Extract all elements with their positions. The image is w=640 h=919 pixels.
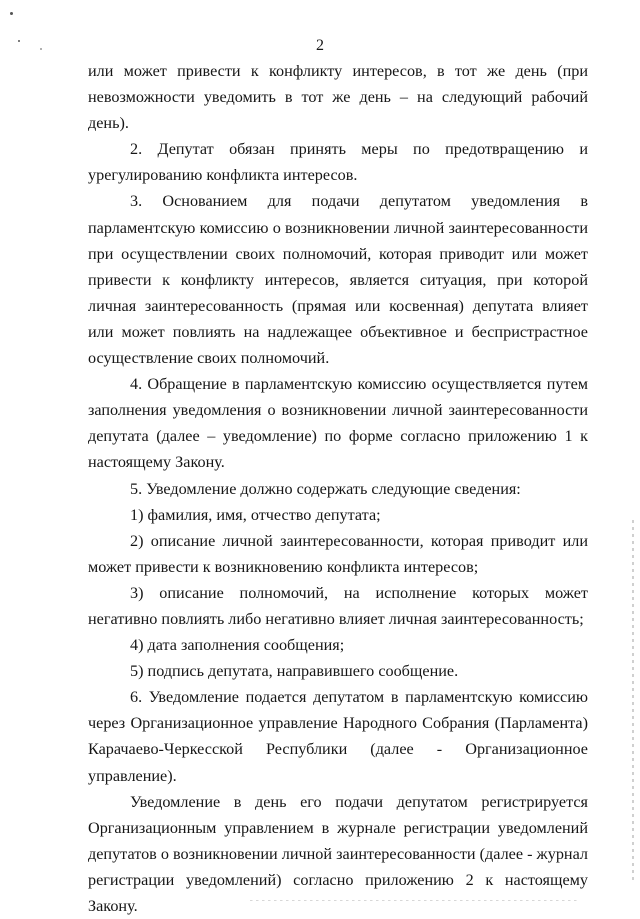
paragraph-registration: Уведомление в день его подачи депутатом регистрируется Организационным управлением в журнале регистрации уведомлений депутатов о возникновении личной заинтересованности (далее - журнал регистрации уведомлений) согласно приложению 2 к настоящему Закону.	[88, 792, 588, 915]
scan-speck	[18, 40, 20, 42]
list-item-1: 1) фамилия, имя, отчество депутата;	[130, 505, 381, 524]
list-item-3: 3) описание полномочий, на исполнение которых может негативно повлиять либо негативно влияет личная заинтересованность;	[88, 583, 588, 628]
scan-edge-dots	[632, 520, 634, 880]
paragraph-3: 3. Основанием для подачи депутатом уведомления в парламентскую комиссию о возникновении личной заинтересованности при осуществлении своих полномочий, которая приводит или может привести к конфликту интересов, является ситуация, при которой личная заинтересованность (прямая или косвенная) депутата влияет или может повлиять на надлежащее объективное и беспристрастное осуществление своих полномочий.	[88, 192, 588, 368]
scan-speck	[40, 48, 42, 50]
paragraph-continuation: или может привести к конфликту интересов, в тот же день (при невозможности уведомить в тот же день – на следующий рабочий день).	[88, 62, 588, 133]
page-number: 2	[316, 37, 324, 54]
scan-bottom-dots	[250, 900, 580, 901]
paragraph-6: 6. Уведомление подается депутатом в парламентскую комиссию через Организационное управление Народного Собрания (Парламента) Карачаево-Черкесской Республики (далее - Организационное управление).	[88, 688, 588, 785]
scan-speck	[10, 12, 13, 15]
paragraph-4: 4. Обращение в парламентскую комиссию осуществляется путем заполнения уведомления о возникновении личной заинтересованности депутата (далее – уведомление) по форме согласно приложению 1 к настоящему Закону.	[88, 375, 588, 472]
document-body	[88, 58, 588, 919]
paragraph-5: 5. Уведомление должно содержать следующие сведения:	[130, 479, 521, 498]
list-item-4: 4) дата заполнения сообщения;	[130, 636, 345, 655]
list-item-2: 2) описание личной заинтересованности, которая приводит или может привести к возникновению конфликта интересов;	[88, 531, 588, 576]
list-item-5: 5) подпись депутата, направившего сообщение.	[130, 662, 459, 681]
paragraph-2: 2. Депутат обязан принять меры по предотвращению и урегулированию конфликта интересов.	[88, 140, 588, 185]
